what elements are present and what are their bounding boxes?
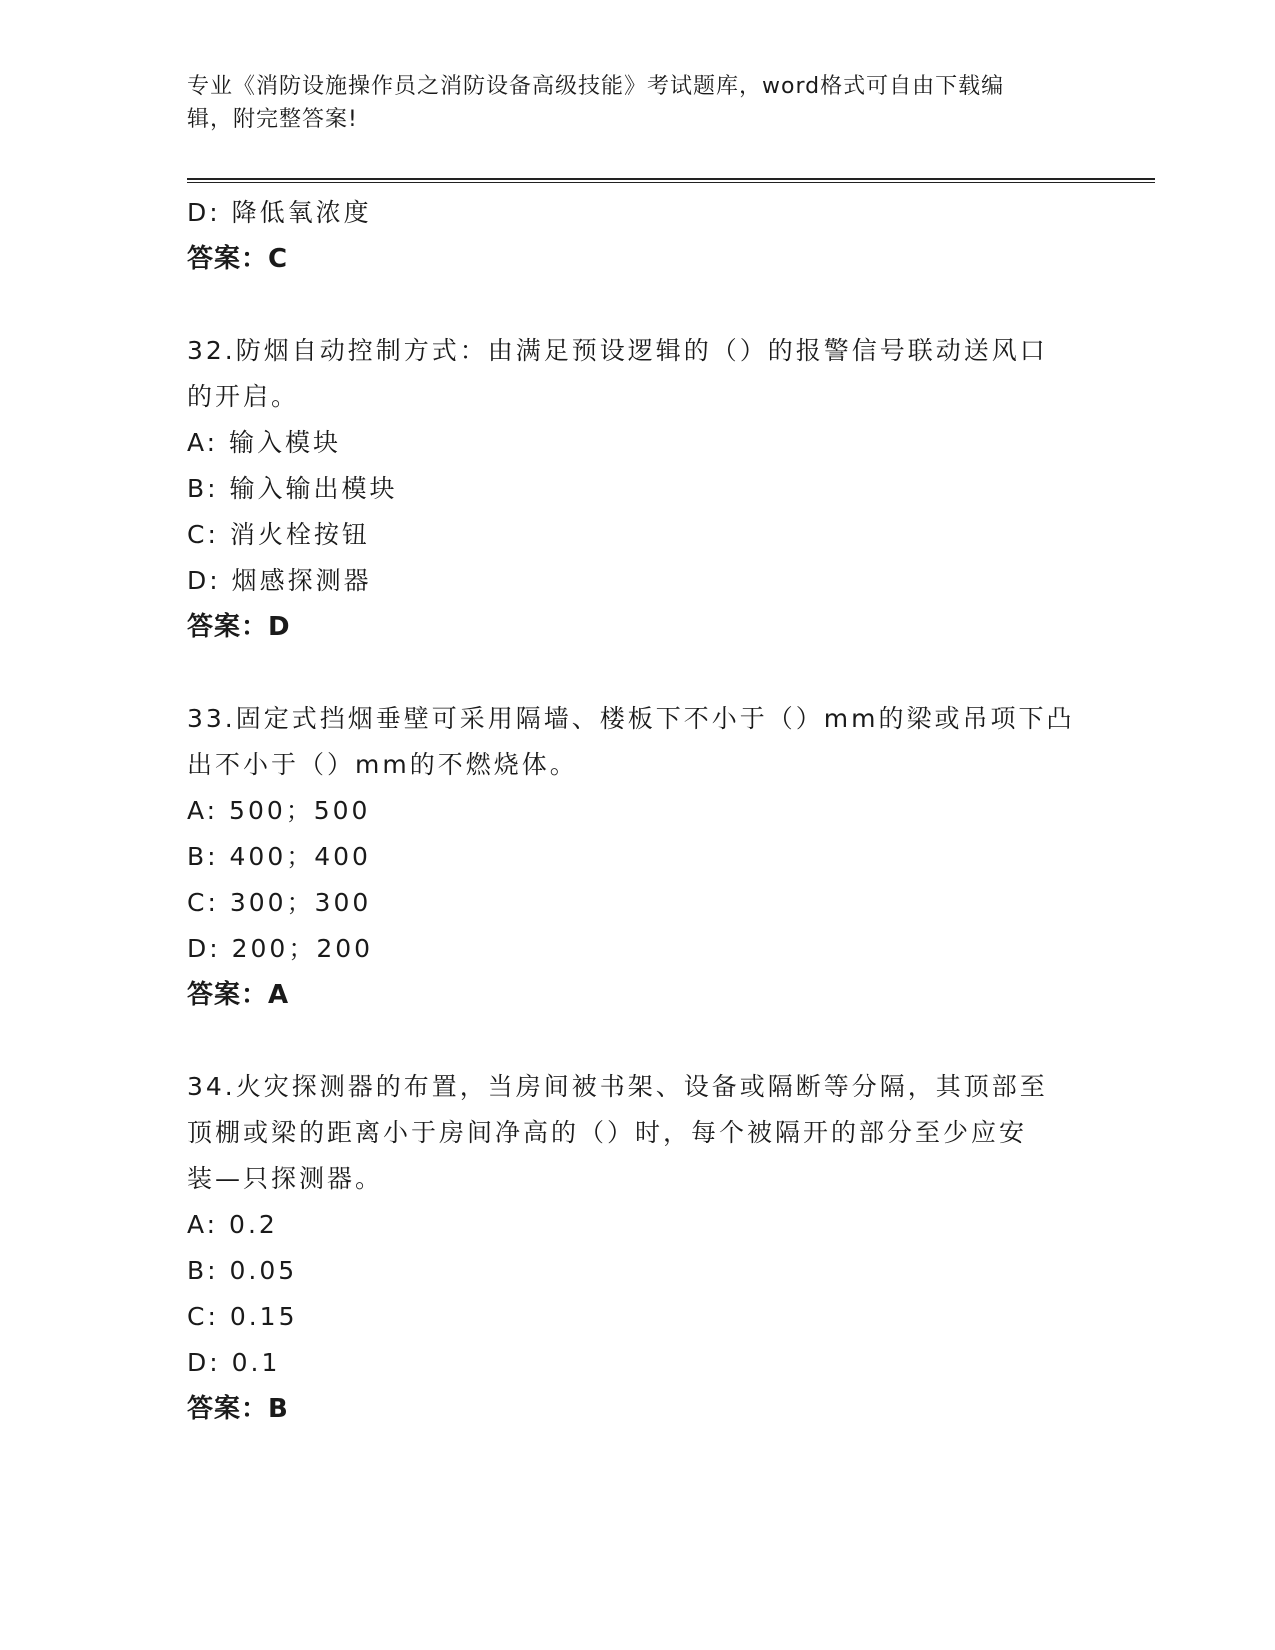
header-line-1: 专业《消防设施操作员之消防设备高级技能》考试题库，word格式可自由下载编 <box>187 74 1005 99</box>
option-a: A: 500；500 <box>187 796 371 825</box>
header-divider <box>187 178 1155 183</box>
option-d: D: 0.1 <box>187 1348 281 1377</box>
question-content <box>187 190 1087 1432</box>
question-text-continued: 顶棚或梁的距离小于房间净高的（）时，每个被隔开的部分至少应安 <box>187 1118 1028 1147</box>
option-a: A: 0.2 <box>187 1210 278 1239</box>
answer: 答案：B <box>187 1394 289 1424</box>
header-line-2: 辑，附完整答案! <box>187 107 358 132</box>
option-d: D: 200；200 <box>187 934 374 963</box>
carryover-answer: 答案：C <box>187 244 289 274</box>
question-34 <box>187 1064 1087 1432</box>
spacer <box>187 650 1087 696</box>
option-b: B: 0.05 <box>187 1256 298 1285</box>
question-text-continued: 的开启。 <box>187 382 300 411</box>
answer: 答案：D <box>187 612 291 642</box>
option-d: D: 烟感探测器 <box>187 566 372 595</box>
option-b: B: 输入输出模块 <box>187 474 398 503</box>
spacer <box>187 282 1087 328</box>
option-a: A: 输入模块 <box>187 428 342 457</box>
question-33 <box>187 696 1087 1018</box>
question-32 <box>187 328 1087 650</box>
option-c: C: 300；300 <box>187 888 372 917</box>
question-text: 34.火灾探测器的布置，当房间被书架、设备或隔断等分隔，其顶部至 <box>187 1072 1048 1101</box>
option-c: C: 0.15 <box>187 1302 298 1331</box>
question-text-continued: 装—只探测器。 <box>187 1164 384 1193</box>
option-b: B: 400；400 <box>187 842 371 871</box>
option-c: C: 消火栓按钮 <box>187 520 370 549</box>
question-text-continued: 出不小于（）mm的不燃烧体。 <box>187 750 578 779</box>
answer: 答案：A <box>187 980 290 1010</box>
spacer <box>187 1018 1087 1064</box>
question-text: 33.固定式挡烟垂壁可采用隔墙、楼板下不小于（）mm的梁或吊项下凸 <box>187 704 1075 733</box>
carryover-option-d: D: 降低氧浓度 <box>187 198 372 227</box>
question-text: 32.防烟自动控制方式：由满足预设逻辑的（）的报警信号联动送风口 <box>187 336 1048 365</box>
page-header <box>187 70 1067 136</box>
